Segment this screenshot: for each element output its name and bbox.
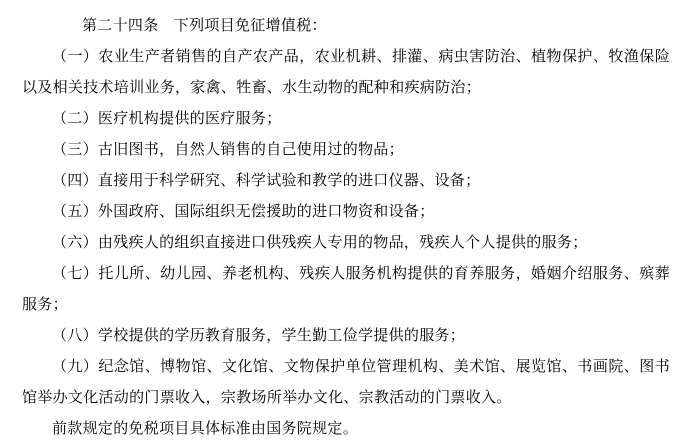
list-item: （一）农业生产者销售的自产农产品，农业机耕、排灌、病虫害防治、植物保护、牧渔保险以及相关技术培训业务，家禽、牲畜、水生动物的配种和疾病防治； [22,47,670,96]
closing-paragraph: 前款规定的免税项目具体标准由国务院规定。 [52,419,359,437]
list-item: （四）直接用于科学研究、科学试验和教学的进口仪器、设备； [52,171,481,189]
list-item: （八）学校提供的学历教育服务，学生勤工俭学提供的服务； [52,326,466,344]
list-item: （三）古旧图书，自然人销售的自己使用过的物品； [52,140,404,158]
list-item: （五）外国政府、国际组织无偿援助的进口物资和设备； [52,202,435,220]
list-item: （七）托儿所、幼儿园、养老机构、残疾人服务机构提供的育养服务，婚姻介绍服务、殡葬服务； [22,264,670,313]
article-heading: 第二十四条 下列项目免征增值税： [82,16,327,34]
list-item: （九）纪念馆、博物馆、文化馆、文物保护单位管理机构、美术馆、展览馆、书画院、图书馆举办文化活动的门票收入，宗教场所举办文化、宗教活动的门票收入。 [22,357,670,406]
list-item: （六）由残疾人的组织直接进口供残疾人专用的物品，残疾人个人提供的服务； [52,233,588,251]
list-item: （二）医疗机构提供的医疗服务； [52,109,282,127]
